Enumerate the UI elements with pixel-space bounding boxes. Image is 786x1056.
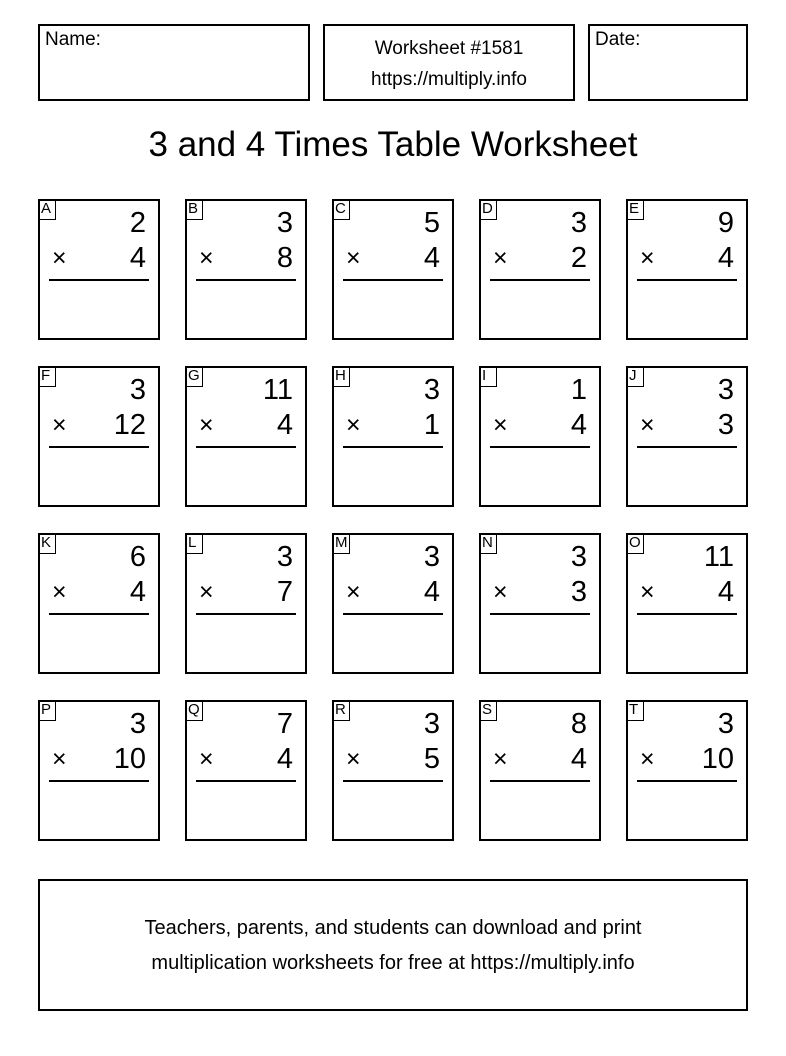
problem-card[interactable] <box>479 366 601 507</box>
problem-top-number: 3 <box>129 374 146 406</box>
page-title: 3 and 4 Times Table Worksheet <box>148 125 638 164</box>
multiply-sign: × <box>199 745 214 773</box>
footer-line-1: Teachers, parents, and students can download and print <box>144 917 642 939</box>
multiply-sign: × <box>199 411 214 439</box>
problem-letter: M <box>332 533 350 554</box>
multiply-sign: × <box>493 578 508 606</box>
problem-bottom-number: 8 <box>276 242 293 274</box>
problem-top-number: 9 <box>717 207 734 239</box>
problem-card[interactable] <box>185 199 307 340</box>
problem-letter: H <box>332 366 350 387</box>
problem-card[interactable] <box>626 199 748 340</box>
problem-letter: O <box>626 533 644 554</box>
problem-top-number: 3 <box>423 541 440 573</box>
multiply-sign: × <box>199 244 214 272</box>
worksheet-info-box <box>323 24 575 101</box>
problem-bottom-number: 4 <box>276 743 293 775</box>
problem-top-number: 1 <box>570 374 587 406</box>
problem-bottom-number: 1 <box>423 409 440 441</box>
footer-line-2: multiplication worksheets for free at https://multiply.info <box>151 952 635 974</box>
multiply-sign: × <box>52 578 67 606</box>
multiply-sign: × <box>640 578 655 606</box>
problem-top-number: 3 <box>276 541 293 573</box>
answer-line <box>637 780 737 782</box>
problem-card[interactable] <box>479 199 601 340</box>
problem-top-number: 11 <box>703 541 734 573</box>
problem-top-number: 3 <box>423 374 440 406</box>
problem-top-number: 5 <box>423 207 440 239</box>
problem-card[interactable] <box>626 366 748 507</box>
problem-letter: C <box>332 199 350 220</box>
answer-line <box>490 780 590 782</box>
problem-card[interactable] <box>185 533 307 674</box>
answer-line <box>490 613 590 615</box>
multiply-sign: × <box>346 244 361 272</box>
problem-bottom-number: 3 <box>570 576 587 608</box>
answer-line <box>343 613 443 615</box>
problem-top-number: 3 <box>276 207 293 239</box>
problem-card[interactable] <box>332 533 454 674</box>
problem-top-number: 3 <box>717 708 734 740</box>
worksheet-number: Worksheet #1581 <box>374 38 524 59</box>
multiply-sign: × <box>346 745 361 773</box>
answer-line <box>637 279 737 281</box>
answer-line <box>343 780 443 782</box>
problem-letter: Q <box>185 700 203 721</box>
answer-line <box>49 613 149 615</box>
problem-letter: F <box>38 366 56 387</box>
problem-letter: N <box>479 533 497 554</box>
answer-line <box>490 446 590 448</box>
problem-bottom-number: 10 <box>113 743 146 775</box>
answer-line <box>637 446 737 448</box>
answer-line <box>196 780 296 782</box>
problem-card[interactable] <box>332 700 454 841</box>
problem-card[interactable] <box>38 366 160 507</box>
problem-top-number: 3 <box>423 708 440 740</box>
problem-letter: S <box>479 700 497 721</box>
answer-line <box>196 446 296 448</box>
problem-letter: J <box>626 366 644 387</box>
multiply-sign: × <box>346 411 361 439</box>
multiply-sign: × <box>640 244 655 272</box>
multiply-sign: × <box>52 244 67 272</box>
date-field[interactable] <box>588 24 748 101</box>
multiply-sign: × <box>52 411 67 439</box>
problem-card[interactable] <box>626 533 748 674</box>
answer-line <box>196 613 296 615</box>
problem-letter: T <box>626 700 644 721</box>
problem-card[interactable] <box>332 199 454 340</box>
multiply-sign: × <box>493 411 508 439</box>
problem-card[interactable] <box>38 700 160 841</box>
multiply-sign: × <box>640 745 655 773</box>
answer-line <box>49 279 149 281</box>
problem-bottom-number: 4 <box>129 576 146 608</box>
answer-line <box>49 780 149 782</box>
site-url: https://multiply.info <box>371 69 527 90</box>
problem-letter: K <box>38 533 56 554</box>
problem-top-number: 11 <box>262 374 293 406</box>
problem-bottom-number: 4 <box>570 409 587 441</box>
name-label: Name: <box>45 29 101 50</box>
problem-top-number: 7 <box>276 708 293 740</box>
problem-card[interactable] <box>185 700 307 841</box>
multiply-sign: × <box>346 578 361 606</box>
problem-bottom-number: 12 <box>113 409 146 441</box>
problem-card[interactable] <box>38 533 160 674</box>
name-field[interactable] <box>38 24 310 101</box>
multiply-sign: × <box>199 578 214 606</box>
problem-letter: G <box>185 366 203 387</box>
problem-bottom-number: 2 <box>570 242 587 274</box>
problem-top-number: 3 <box>570 541 587 573</box>
problem-letter: B <box>185 199 203 220</box>
problem-bottom-number: 4 <box>717 242 734 274</box>
problem-top-number: 8 <box>570 708 587 740</box>
answer-line <box>637 613 737 615</box>
problem-top-number: 6 <box>129 541 146 573</box>
problem-top-number: 3 <box>129 708 146 740</box>
problem-top-number: 3 <box>717 374 734 406</box>
problem-bottom-number: 5 <box>423 743 440 775</box>
problem-bottom-number: 4 <box>423 576 440 608</box>
problem-top-number: 2 <box>129 207 146 239</box>
problem-bottom-number: 4 <box>276 409 293 441</box>
date-label: Date: <box>595 29 641 50</box>
problem-letter: R <box>332 700 350 721</box>
answer-line <box>343 279 443 281</box>
problem-card[interactable] <box>185 366 307 507</box>
answer-line <box>490 279 590 281</box>
answer-line <box>196 279 296 281</box>
problem-card[interactable] <box>626 700 748 841</box>
problem-card[interactable] <box>479 533 601 674</box>
multiply-sign: × <box>493 745 508 773</box>
problem-card[interactable] <box>332 366 454 507</box>
problem-letter: I <box>479 366 497 387</box>
answer-line <box>49 446 149 448</box>
problem-bottom-number: 4 <box>423 242 440 274</box>
problem-letter: D <box>479 199 497 220</box>
problem-letter: P <box>38 700 56 721</box>
problem-bottom-number: 7 <box>276 576 293 608</box>
problem-bottom-number: 10 <box>701 743 734 775</box>
problem-letter: L <box>185 533 203 554</box>
multiply-sign: × <box>640 411 655 439</box>
problem-bottom-number: 4 <box>717 576 734 608</box>
problem-bottom-number: 3 <box>717 409 734 441</box>
problem-bottom-number: 4 <box>570 743 587 775</box>
problem-letter: A <box>38 199 56 220</box>
multiply-sign: × <box>493 244 508 272</box>
answer-line <box>343 446 443 448</box>
problem-bottom-number: 4 <box>129 242 146 274</box>
multiply-sign: × <box>52 745 67 773</box>
problem-card[interactable] <box>479 700 601 841</box>
problem-top-number: 3 <box>570 207 587 239</box>
problem-letter: E <box>626 199 644 220</box>
footer-note <box>38 879 748 1011</box>
problem-card[interactable] <box>38 199 160 340</box>
